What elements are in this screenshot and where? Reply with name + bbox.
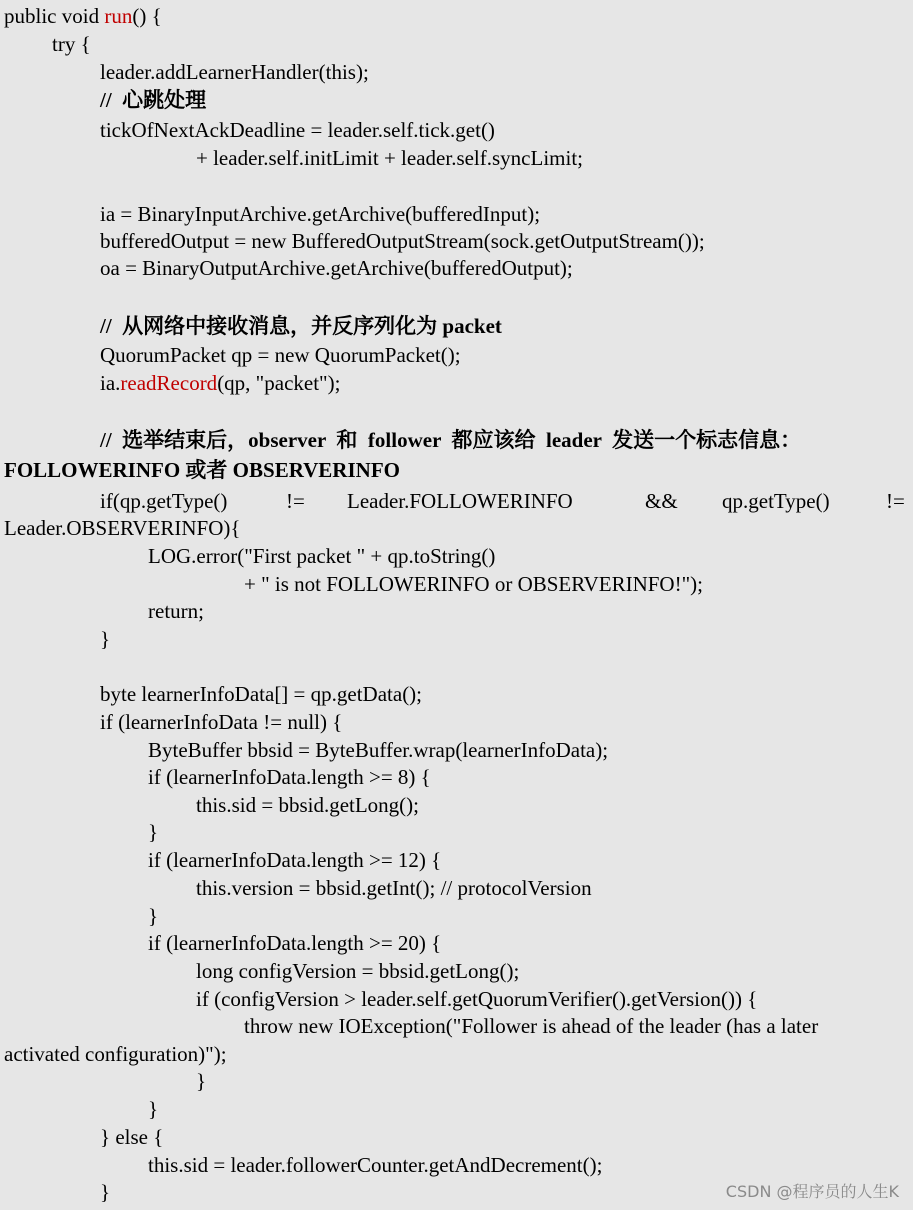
code-line xyxy=(100,369,340,397)
highlighted-method: run xyxy=(104,4,133,28)
code-line: this.sid = bbsid.getLong(); xyxy=(196,793,420,817)
code-line: this.version = bbsid.getInt(); // protocolVersion xyxy=(196,876,592,900)
code-line: byte learnerInfoData[] = qp.getData(); xyxy=(100,682,423,706)
code-token: != xyxy=(886,489,905,513)
code-line: if (learnerInfoData != null) { xyxy=(100,710,343,734)
code-token: qp.getType() xyxy=(722,489,830,513)
code-comment: FOLLOWERINFO 或者 OBSERVERINFO xyxy=(4,458,400,482)
code-token: && xyxy=(645,489,678,513)
code-text: public void xyxy=(4,4,105,28)
code-line: if (learnerInfoData.length >= 12) { xyxy=(148,848,442,872)
code-line: ia = BinaryInputArchive.getArchive(bufferedInput); xyxy=(100,202,541,226)
code-line: tickOfNextAckDeadline = leader.self.tick.get() xyxy=(100,118,495,142)
code-line: ByteBuffer bbsid = ByteBuffer.wrap(learnerInfoData); xyxy=(148,738,609,762)
code-line: } xyxy=(148,1097,159,1121)
code-line: try { xyxy=(52,32,91,56)
code-line: } xyxy=(148,904,159,928)
code-comment: // 从网络中接收消息，并反序列化为 packet xyxy=(100,314,502,338)
code-comment: // 心跳处理 xyxy=(100,88,207,112)
code-line: if (configVersion > leader.self.getQuorumVerifier().getVersion()) { xyxy=(196,987,758,1011)
code-line: QuorumPacket qp = new QuorumPacket(); xyxy=(100,343,461,367)
code-token: if(qp.getType() xyxy=(100,489,228,513)
code-line: LOG.error("First packet " + qp.toString() xyxy=(148,544,496,568)
code-line: return; xyxy=(148,599,204,623)
code-text: (qp, "packet"); xyxy=(217,371,341,395)
code-line: } xyxy=(148,820,159,844)
code-line: long configVersion = bbsid.getLong(); xyxy=(196,959,520,983)
code-line: } else { xyxy=(100,1125,164,1149)
code-token: Leader.FOLLOWERINFO xyxy=(347,489,573,513)
code-line: if (learnerInfoData.length >= 8) { xyxy=(148,765,431,789)
code-line: + leader.self.initLimit + leader.self.syncLimit; xyxy=(196,146,584,170)
code-line: if (learnerInfoData.length >= 20) { xyxy=(148,931,442,955)
code-line: oa = BinaryOutputArchive.getArchive(bufferedOutput); xyxy=(100,256,573,280)
watermark: CSDN @程序员的人生K xyxy=(725,1182,899,1201)
code-line: } xyxy=(100,1180,111,1204)
code-line xyxy=(4,2,162,30)
highlighted-method: readRecord xyxy=(120,371,218,395)
code-line: this.sid = leader.followerCounter.getAndDecrement(); xyxy=(148,1153,603,1177)
code-comment: // 选举结束后，observer 和 follower 都应该给 leader 发送一个标志信息： xyxy=(100,428,802,452)
code-line: throw new IOException("Follower is ahead of the leader (has a later xyxy=(244,1014,819,1038)
code-text: () { xyxy=(132,4,162,28)
code-text: ia. xyxy=(100,371,121,395)
code-line: leader.addLearnerHandler(this); xyxy=(100,60,369,84)
code-line: } xyxy=(196,1069,207,1093)
code-token: != xyxy=(286,489,305,513)
code-line: activated configuration)"); xyxy=(4,1042,227,1066)
code-line: + " is not FOLLOWERINFO or OBSERVERINFO!"); xyxy=(244,572,703,596)
code-line: Leader.OBSERVERINFO){ xyxy=(4,516,241,540)
code-line: bufferedOutput = new BufferedOutputStream(sock.getOutputStream()); xyxy=(100,229,705,253)
code-line: } xyxy=(100,627,111,651)
